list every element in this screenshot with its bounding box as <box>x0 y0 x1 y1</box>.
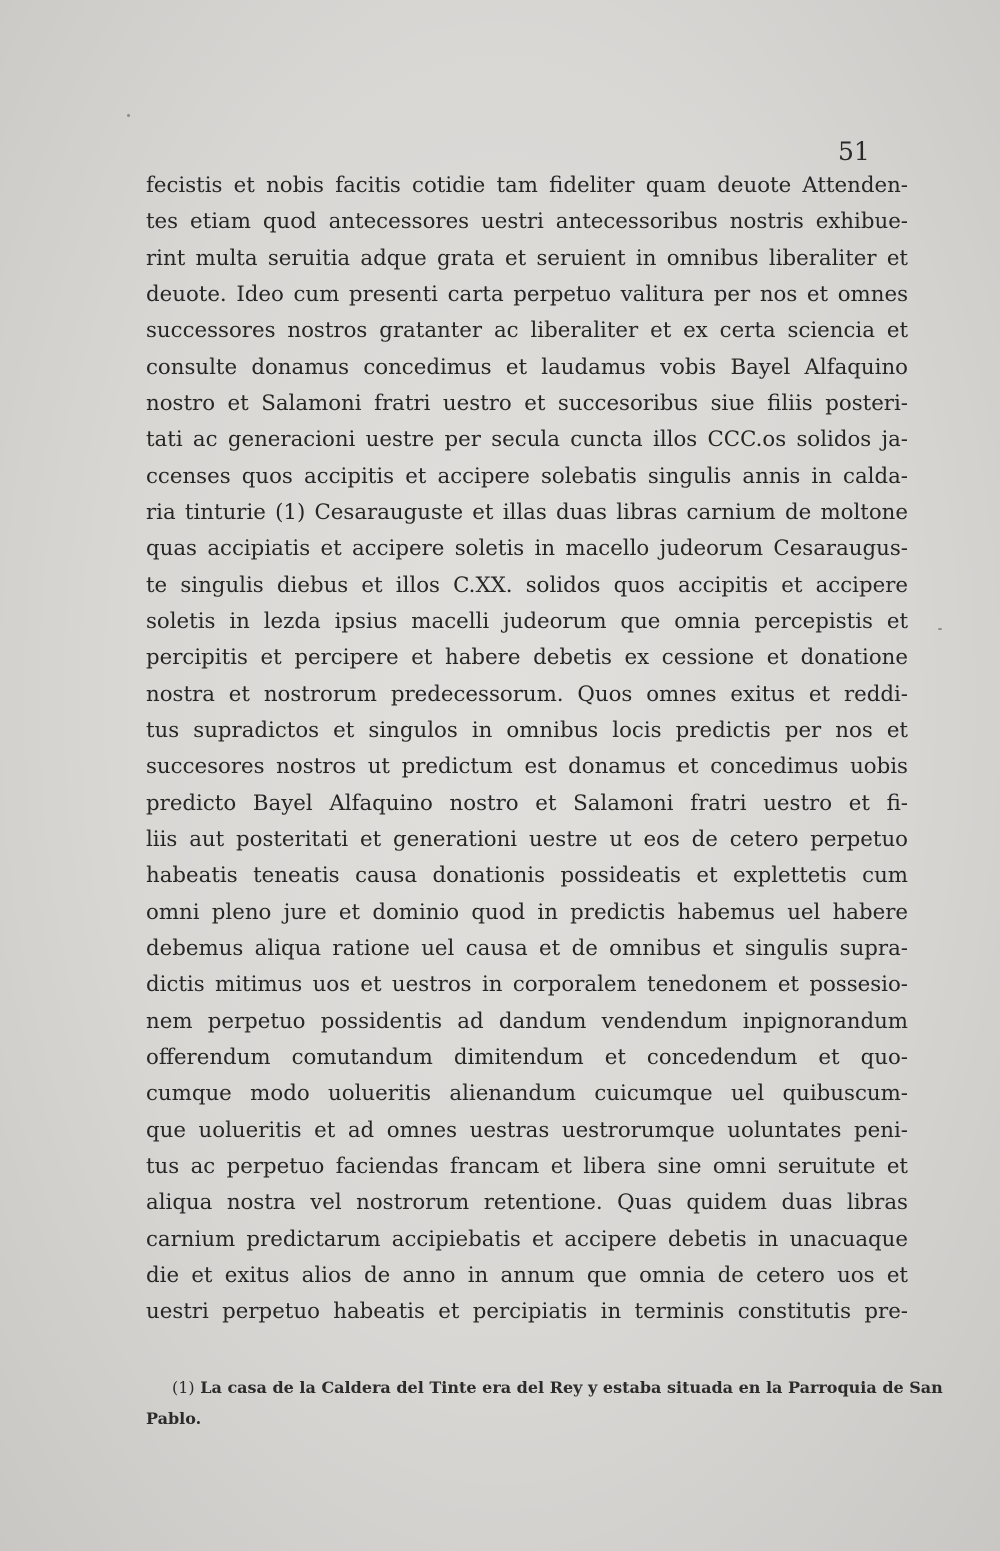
footnote-line: Pablo. <box>146 1409 202 1428</box>
text-line: soletis in lezda ipsius macelli judeorum que omnia percepistis et <box>146 608 908 634</box>
text-line: predicto Bayel Alfaquino nostro et Salamoni fratri uestro et fi- <box>146 790 908 816</box>
footnote <box>146 1372 943 1434</box>
text-line: tus supradictos et singulos in omnibus locis predictis per nos et <box>146 717 908 743</box>
text-line: te singulis diebus et illos C.XX. solidos quos accipitis et accipere <box>146 572 908 598</box>
text-line: cumque modo uolueritis alienandum cuicumque uel quibuscum- <box>146 1081 908 1107</box>
text-line: habeatis teneatis causa donationis possideatis et explettetis cum <box>146 863 908 889</box>
footnote-text: La casa de la Caldera del Tinte era del Rey y estaba situada en la Parroquia de San <box>200 1378 943 1397</box>
text-line: debemus aliqua ratione uel causa et de omnibus et singulis supra- <box>146 935 908 961</box>
footnote-line <box>146 1372 943 1403</box>
text-line: fecistis et nobis facitis cotidie tam fideliter quam deuote Attenden- <box>146 173 908 198</box>
page-number: 51 <box>838 137 870 166</box>
text-line: percipitis et percipere et habere debetis ex cessione et donatione <box>146 645 908 671</box>
text-line: ria tinturie (1) Cesarauguste et illas duas libras carnium de moltone <box>146 499 908 525</box>
text-line: offerendum comutandum dimitendum et concedendum et quo- <box>146 1044 908 1070</box>
text-line: que uolueritis et ad omnes uestras uestrorumque uoluntates peni- <box>146 1117 908 1143</box>
text-line: nostro et Salamoni fratri uestro et succesoribus siue filiis posteri- <box>146 390 908 416</box>
text-line: liis aut posteritati et generationi uestre ut eos de cetero perpetuo <box>146 826 908 852</box>
paper-speck <box>127 114 130 117</box>
text-line: tes etiam quod antecessores uestri antecessoribus nostris exhibue- <box>146 209 908 235</box>
text-line: deuote. Ideo cum presenti carta perpetuo valitura per nos et omnes <box>146 281 908 307</box>
footnote-marker: (1) <box>172 1378 195 1397</box>
paper-speck <box>938 628 942 630</box>
text-line: uestri perpetuo habeatis et percipiatis in terminis constitutis pre- <box>146 1299 908 1325</box>
text-line: rint multa seruitia adque grata et seruient in omnibus liberaliter et <box>146 245 908 271</box>
text-line: consulte donamus concedimus et laudamus vobis Bayel Alfaquino <box>146 354 908 380</box>
text-line: quas accipiatis et accipere soletis in macello judeorum Cesaraugus- <box>146 536 908 562</box>
text-line: omni pleno jure et dominio quod in predictis habemus uel habere <box>146 899 908 925</box>
text-line: tati ac generacioni uestre per secula cuncta illos CCC.os solidos ja- <box>146 427 908 453</box>
text-line: die et exitus alios de anno in annum que omnia de cetero uos et <box>146 1262 908 1288</box>
text-line: carnium predictarum accipiebatis et accipere debetis in unacuaque <box>146 1226 908 1252</box>
text-line: aliqua nostra vel nostrorum retentione. Quas quidem duas libras <box>146 1190 908 1216</box>
text-line: nostra et nostrorum predecessorum. Quos omnes exitus et reddi- <box>146 681 908 707</box>
text-line: successores nostros gratanter ac liberaliter et ex certa sciencia et <box>146 318 908 344</box>
text-line: ccenses quos accipitis et accipere solebatis singulis annis in calda- <box>146 463 908 489</box>
text-line: nem perpetuo possidentis ad dandum vendendum inpignorandum <box>146 1008 908 1034</box>
text-line: succesores nostros ut predictum est donamus et concedimus uobis <box>146 754 908 780</box>
text-line: tus ac perpetuo faciendas francam et libera sine omni seruitute et <box>146 1153 908 1179</box>
body-text <box>146 168 908 1331</box>
text-line: dictis mitimus uos et uestros in corporalem tenedonem et possesio- <box>146 972 908 998</box>
